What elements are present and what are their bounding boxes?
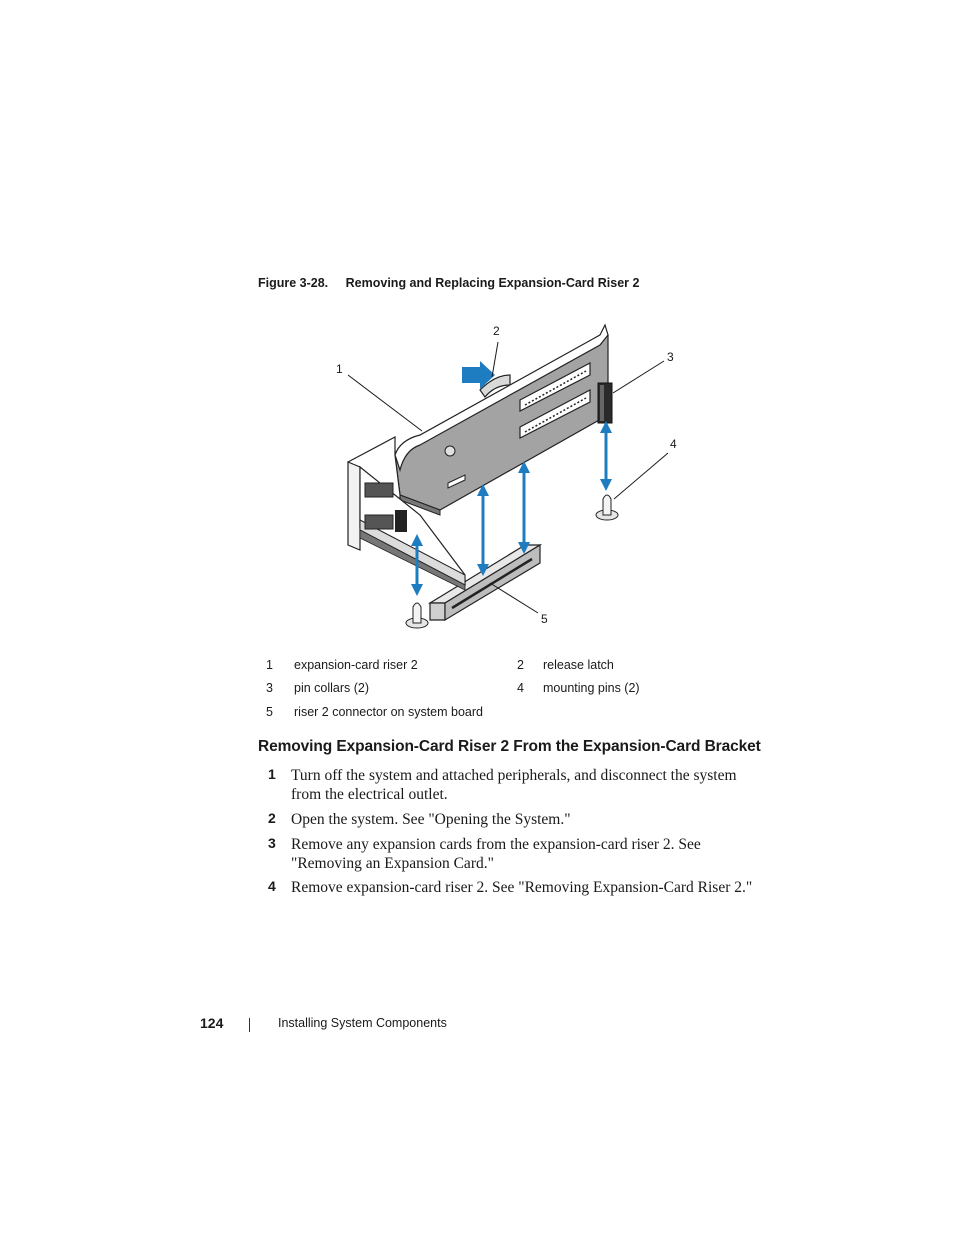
- mounting-pin-left: [406, 603, 428, 628]
- legend-label: release latch: [543, 658, 614, 672]
- step-number: 1: [268, 766, 276, 782]
- legend-num: 3: [266, 681, 273, 695]
- step-number: 2: [268, 810, 276, 826]
- callout-5: 5: [541, 612, 548, 626]
- legend-num: 2: [517, 658, 524, 672]
- step-text: Remove expansion-card riser 2. See "Removing Expansion-Card Riser 2.": [291, 879, 753, 896]
- callout-2: 2: [493, 324, 500, 338]
- running-footer-title: Installing System Components: [278, 1016, 447, 1030]
- step-number: 4: [268, 878, 276, 894]
- legend-num: 4: [517, 681, 524, 695]
- page-number: 124: [200, 1015, 224, 1031]
- step-text: Turn off the system and attached peripherals, and disconnect the system from the electrical outlet.: [291, 767, 737, 803]
- figure-caption: [258, 276, 639, 290]
- legend-num: 5: [266, 705, 273, 719]
- step-text: Open the system. See "Opening the System.": [291, 811, 571, 828]
- step-number: 3: [268, 835, 276, 851]
- legend-label: expansion-card riser 2: [294, 658, 418, 672]
- legend-label: pin collars (2): [294, 681, 370, 695]
- callout-3: 3: [667, 350, 674, 364]
- riser-board: [395, 335, 608, 515]
- section-heading: Removing Expansion-Card Riser 2 From the Expansion-Card Bracket: [258, 738, 761, 755]
- pin-collar: [598, 383, 612, 423]
- legend-num: 1: [266, 658, 273, 672]
- step-text: Remove any expansion cards from the expansion-card riser 2. See "Removing an Expansion Card.": [291, 836, 701, 872]
- legend-label: riser 2 connector on system board: [294, 705, 483, 719]
- page-footer: [200, 1015, 600, 1035]
- figure-number: Figure 3-28.: [258, 276, 329, 290]
- callout-4: 4: [670, 437, 677, 451]
- callout-1: 1: [336, 362, 343, 376]
- figure-title: Removing and Replacing Expansion-Card Riser 2: [345, 276, 640, 290]
- riser-illustration: [300, 305, 720, 645]
- footer-divider: [249, 1018, 250, 1032]
- legend-label: mounting pins (2): [543, 681, 640, 695]
